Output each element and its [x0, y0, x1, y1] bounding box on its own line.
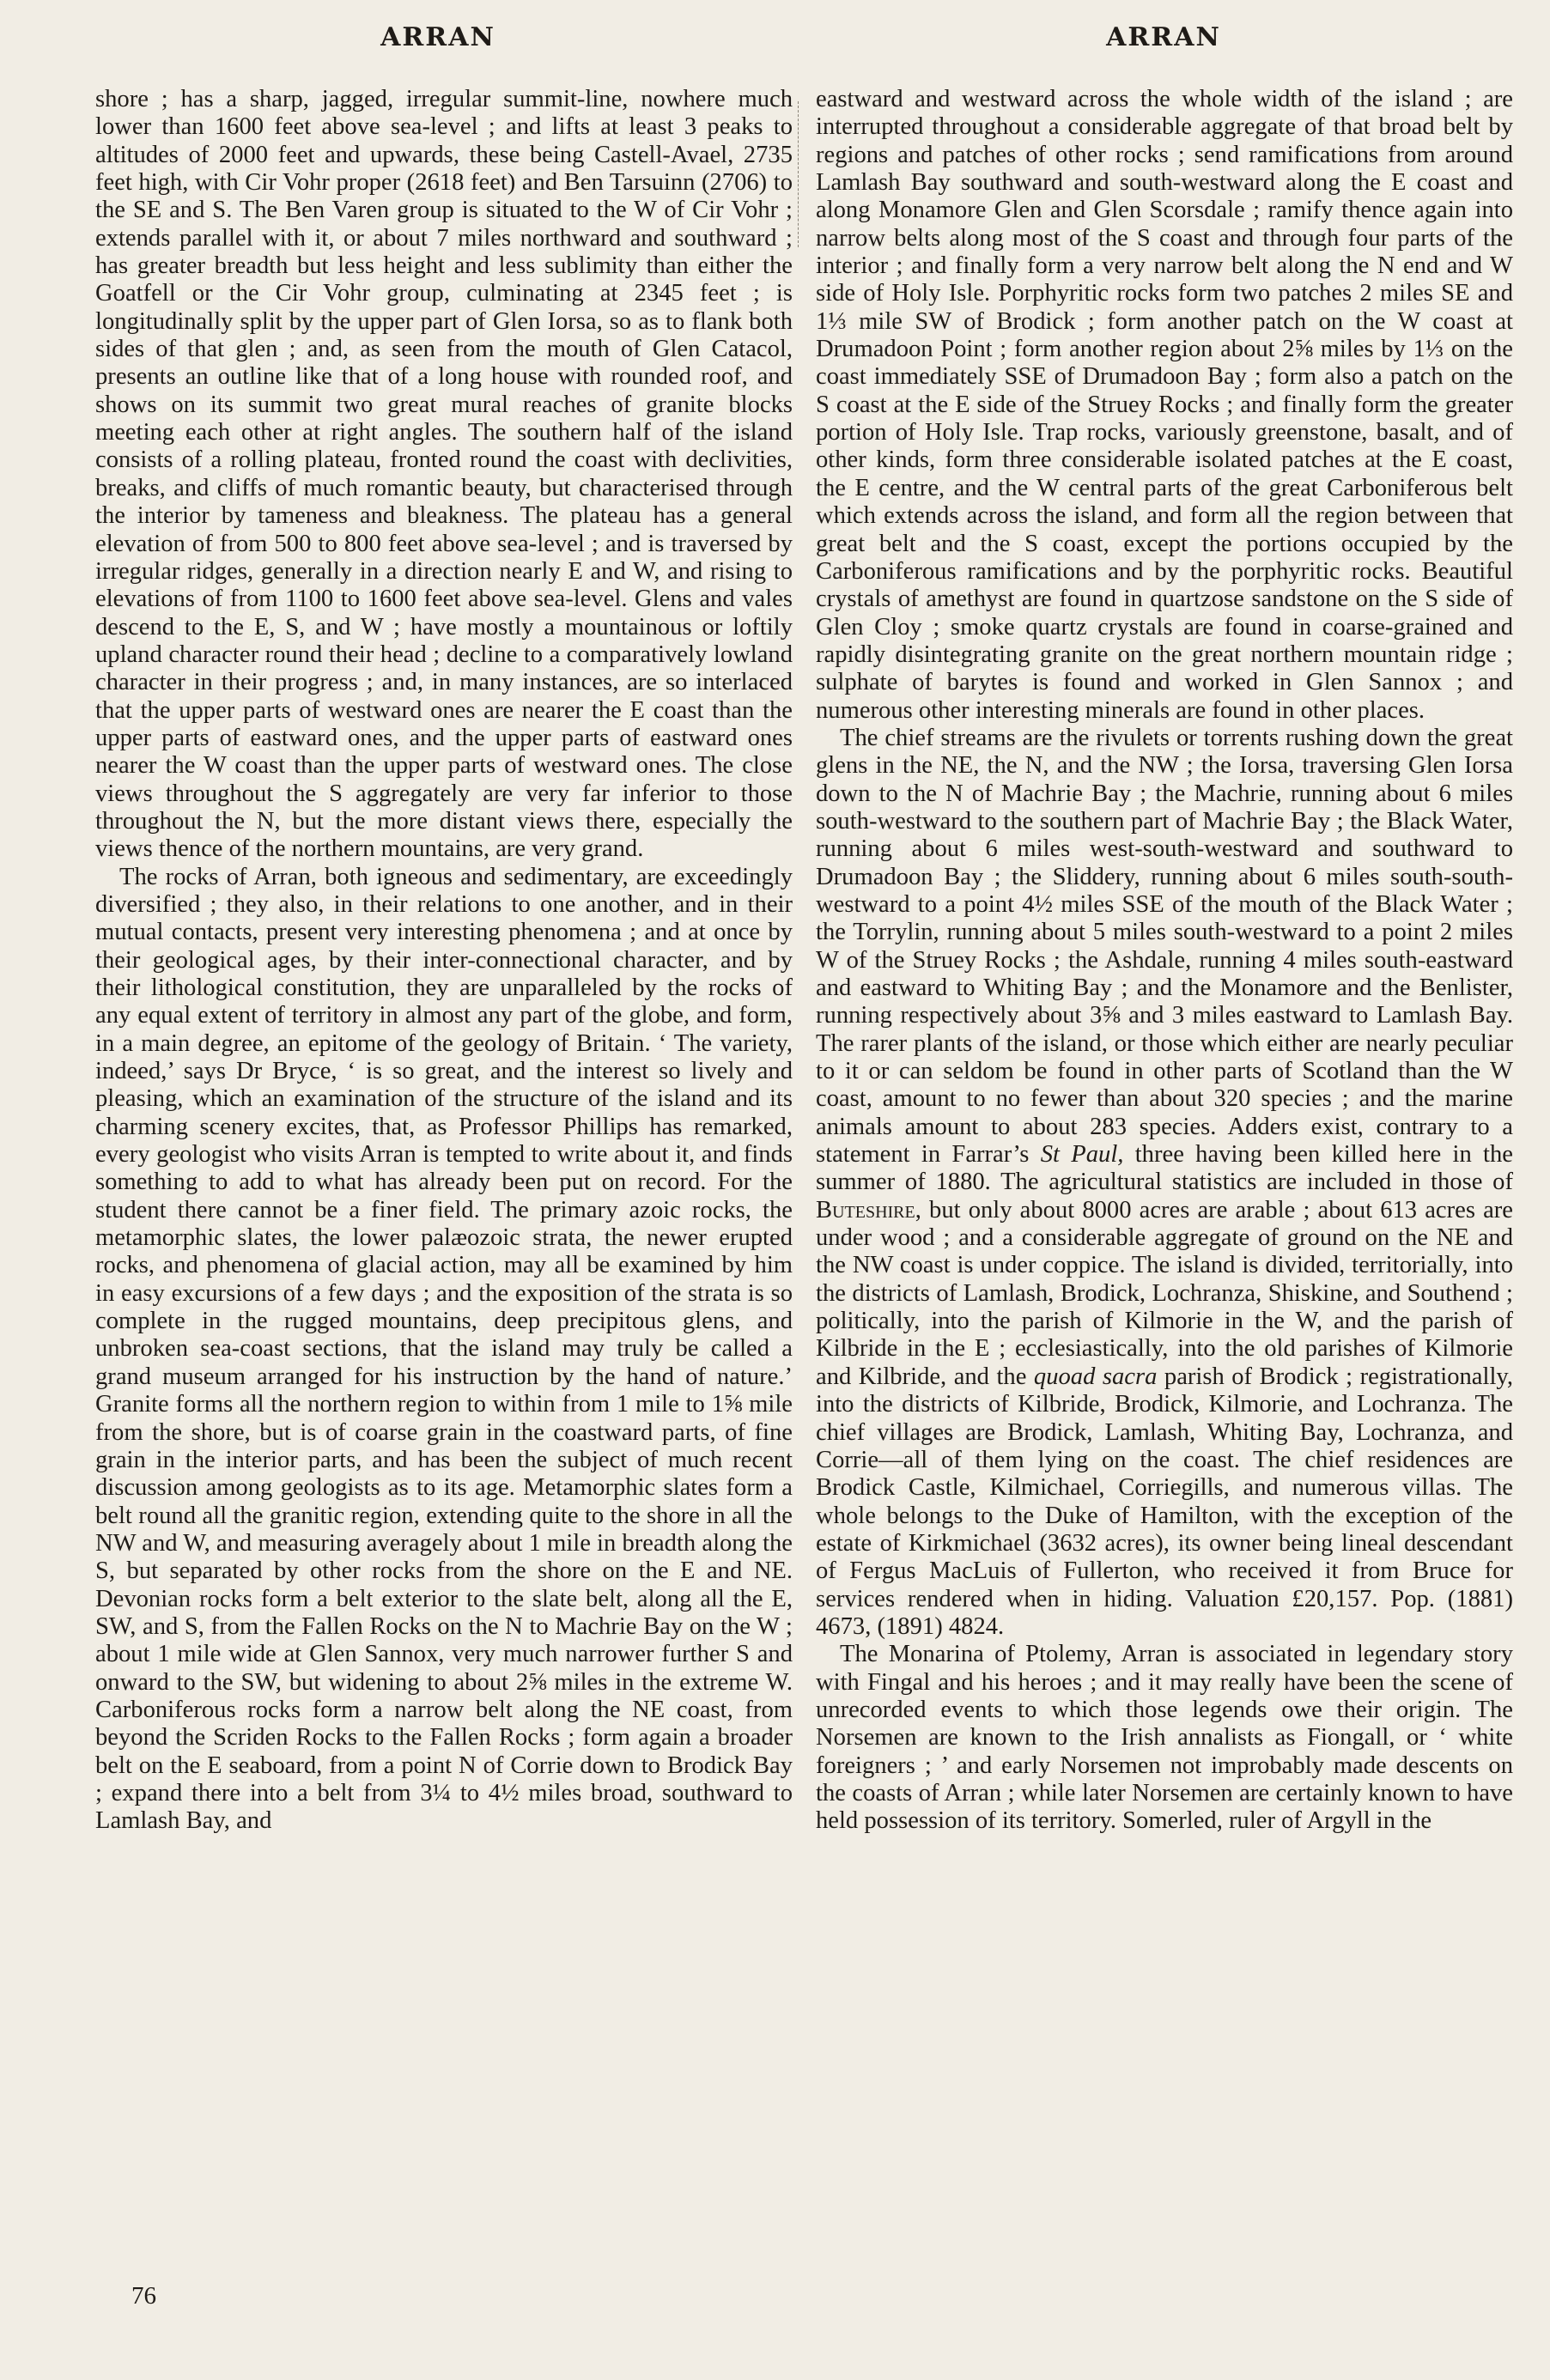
text-run: three having been killed here in the summer of 1880. The agricultural statistics are included in those of: [816, 1141, 1513, 1196]
paragraph: [816, 725, 1513, 1641]
column-divider: [798, 101, 799, 247]
right-column: [816, 86, 1513, 1836]
paragraph: The Monarina of Ptolemy, Arran is associated in legendary story with Fingal and his heroes ; and it may really have been the scene of unrecorded events to which those legends owe their origin. The Norsemen are known to the Irish annalists as Fiongall, or ‘ white foreigners ; ’ and early Norsemen not improbably made descents on the coasts of Arran ; while later Norsemen are certainly known to have held possession of its territory. Somerled, ruler of Argyll in the: [816, 1641, 1513, 1835]
paragraph: The rocks of Arran, both igneous and sedimentary, are exceedingly diversified ; they also, in their relations to one another, and in their mutual contacts, present very interesting phenomena ; and at once by their geological ages, by their inter-connectional character, and by their lithological constitution, they are unparalleled by the rocks of any equal extent of territory in almost any part of the globe, and form, in a main degree, an epitome of the geology of Britain. ‘ The variety, indeed,’ says Dr Bryce, ‘ is so great, and the interest so lively and pleasing, which an examination of the structure of the island and its charming scenery excites, that, as Professor Phillips has remarked, every geologist who visits Arran is tempted to write about it, and finds something to add to what has already been put on record. For the student there cannot be a finer field. The primary azoic rocks, the metamorphic slates, the lower palæozoic strata, the newer erupted rocks, and phenomena of glacial action, may all be examined by him in easy excursions of a few days ; and the exposition of the strata is so complete in the rugged mountains, deep precipitous glens, and unbroken sea-coast sections, that the island may truly be called a grand museum arranged for his instruction by the hand of nature.’ Granite forms all the northern region to within from 1 mile to 1⅝ mile from the shore, but is of coarse grain in the coastward parts, of fine grain in the interior parts, and has been the subject of much recent discussion among geologists as to its age. Metamorphic slates form a belt round all the granitic region, extending quite to the shore in all the NW and W, and measuring averagely about 1 mile in breadth along the S, but separated by other rocks from the shore on the E and NE. Devonian rocks form a belt exterior to the slate belt, along all the E, SW, and S, from the Fallen Rocks on the N to Machrie Bay on the W ; about 1 mile wide at Glen Sannox, very much narrower further S and onward to the SW, but widening to about 2⅝ miles in the extreme W. Carboniferous rocks form a narrow belt along the NE coast, from beyond the Scriden Rocks to the Fallen Rocks ; form again a broader belt on the E seaboard, from a point N of Corrie down to Brodick Bay ; expand there into a belt from 3¼ to 4½ miles broad, southward to Lamlash Bay, and: [95, 863, 793, 1835]
italic-title: St Paul,: [1040, 1141, 1124, 1169]
running-head-left: ARRAN: [380, 22, 495, 52]
small-caps-reference: Buteshire,: [816, 1196, 921, 1223]
italic-term: quoad sacra: [1033, 1363, 1158, 1390]
running-head-right: ARRAN: [1106, 22, 1221, 52]
text-run: parish of Brodick ; registrationally, into the districts of Kilbride, Brodick, Kilmorie, and Lochranza. The chief villages are Brodick, Lamlash, Whiting Bay, Lochranza, and Corrie—all of them lying on the coast. The chief residences are Brodick Castle, Kilmichael, Corriegills, and numerous villas. The whole belongs to the Duke of Hamilton, with the exception of the estate of Kirkmichael (3632 acres), its owner being lineal descendant of Fergus MacLuis of Fullerton, who received it from Bruce for services rendered when in hiding. Valuation £20,157. Pop. (1881) 4673, (1891) 4824.: [816, 1363, 1513, 1640]
left-column: [95, 86, 793, 1836]
paragraph: eastward and westward across the whole width of the island ; are interrupted throughout a considerable aggregate of that broad belt by regions and patches of other rocks ; send ramifications from around Lamlash Bay southward and south-westward along the E coast and along Monamore Glen and Glen Scorsdale ; ramify thence again into narrow belts along most of the S coast and through four parts of the interior ; and finally form a very narrow belt along the N end and W side of Holy Isle. Porphyritic rocks form two patches 2 miles SE and 1⅓ mile SW of Brodick ; form another patch on the W coast at Drumadoon Point ; form another region about 2⅝ miles by 1⅓ on the coast immediately SSE of Drumadoon Bay ; form also a patch on the S coast at the E side of the Struey Rocks ; and finally form the greater portion of Holy Isle. Trap rocks, variously greenstone, basalt, and of other kinds, form three considerable isolated patches at the E coast, the E centre, and the W central parts of the great Carboniferous belt which extends across the island, and form all the region between that great belt and the S coast, except the portions occupied by the Carboniferous ramifications and by the porphyritic rocks. Beautiful crystals of amethyst are found in quartzose sandstone on the S side of Glen Cloy ; smoke quartz crystals are found in coarse-grained and rapidly disintegrating granite on the great northern mountain ridge ; sulphate of barytes is found and worked in Glen Sannox ; and numerous other interesting minerals are found in other places.: [816, 86, 1513, 724]
text-run: but only about 8000 acres are arable ; about 613 acres are under wood ; and a considerable aggregate of ground on the NE and the NW coast is under coppice. The island is divided, territorially, into the districts of Lamlash, Brodick, Lochranza, Shiskine, and Southend ; politically, into the parish of Kilmorie in the W, and the parish of Kilbride in the E ; ecclesiastically, into the old parishes of Kilmorie and Kilbride, and the: [816, 1196, 1513, 1390]
paragraph: shore ; has a sharp, jagged, irregular summit-line, nowhere much lower than 1600 feet above sea-level ; and lifts at least 3 peaks to altitudes of 2000 feet and upwards, these being Castell-Avael, 2735 feet high, with Cir Vohr proper (2618 feet) and Ben Tarsuinn (2706) to the SE and S. The Ben Varen group is situated to the W of Cir Vohr ; extends parallel with it, or about 7 miles northward and southward ; has greater breadth but less height and less sublimity than either the Goatfell or the Cir Vohr group, culminating at 2345 feet ; is longitudinally split by the upper part of Glen Iorsa, so as to flank both sides of that glen ; and, as seen from the mouth of Glen Catacol, presents an outline like that of a long house with rounded roof, and shows on its summit two great mural reaches of granite blocks meeting each other at right angles. The southern half of the island consists of a rolling plateau, fronted round the coast with declivities, breaks, and cliffs of much romantic beauty, but characterised through the interior by tameness and bleakness. The plateau has a general elevation of from 500 to 800 feet above sea-level ; and is traversed by irregular ridges, generally in a direction nearly E and W, and rising to elevations of from 1100 to 1600 feet above sea-level. Glens and vales descend to the E, S, and W ; have mostly a mountainous or loftily upland character round their head ; decline to a comparatively lowland character in their progress ; and, in many instances, are so interlaced that the upper parts of westward ones are nearer the E coast than the upper parts of eastward ones, and the upper parts of eastward ones nearer the W coast than the upper parts of westward ones. The close views throughout the S aggregately are very far inferior to those throughout the N, but the more distant views there, especially the views thence of the northern mountains, are very grand.: [95, 86, 793, 863]
text-run: The chief streams are the rivulets or torrents rushing down the great glens in the NE, the N, and the NW ; the Iorsa, traversing Glen Iorsa down to the N of Machrie Bay ; the Machrie, running about 6 miles south-westward to the southern part of Machrie Bay ; the Black Water, running about 6 miles west-south-westward and southward to Drumadoon Bay ; the Sliddery, running about 6 miles south-south-westward to a point 4½ miles SSE of the mouth of the Black Water ; the Torrylin, running about 5 miles south-westward to a point 2 miles W of the Struey Rocks ; the Ashdale, running 4 miles south-eastward and eastward to Whiting Bay ; and the Monamore and the Benlister, running respectively about 3⅝ and 3 miles eastward to Lamlash Bay. The rarer plants of the island, or those which either are nearly peculiar to it or can seldom be found in other parts of Scotland than the W coast, amount to no fewer than about 320 species ; and the marine animals amount to about 283 species. Adders exist, contrary to a statement in Farrar’s: [816, 724, 1513, 1169]
page-number: 76: [131, 2282, 156, 2310]
